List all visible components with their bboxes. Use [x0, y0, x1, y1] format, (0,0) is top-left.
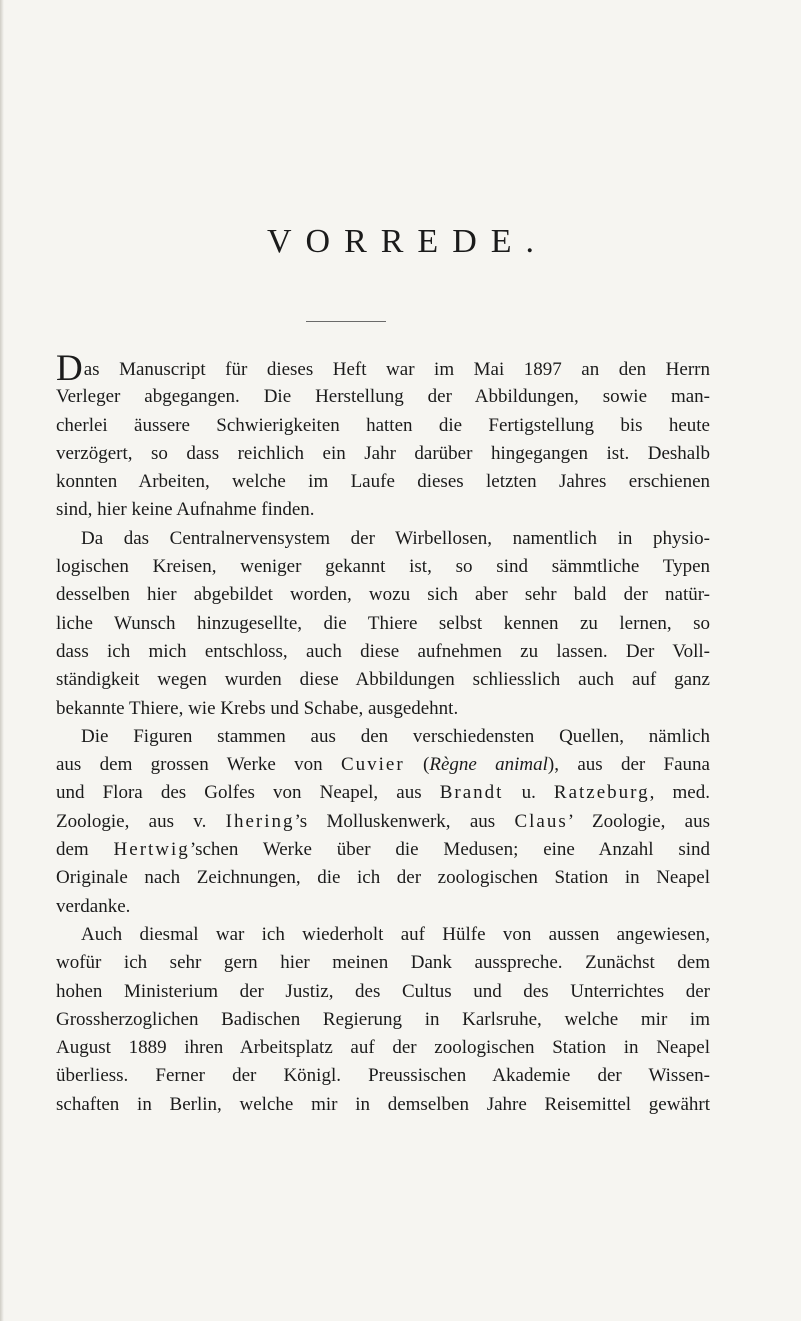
text-line: [56, 864, 710, 892]
line-segment: schaften in Berlin, welche mir in demselben Jahre Reisemittel gewährt: [56, 1093, 710, 1115]
preface-text: [56, 348, 710, 1119]
line-segment: desselben hier abgebildet worden, wozu sich aber sehr bald der natür-: [56, 584, 710, 606]
book-title: Règne animal: [429, 754, 548, 776]
text-line: [56, 581, 710, 609]
line-segment: hohen Ministerium der Justiz, des Cultus und des Unterrichtes der: [56, 980, 710, 1002]
line-segment: dem: [56, 839, 114, 861]
line-segment: aus dem grossen Werke von: [56, 754, 341, 776]
line-segment: ’ Zoologie, aus: [567, 810, 710, 832]
line-segment: ), aus der Fauna: [547, 754, 710, 776]
line-segment: logischen Kreisen, weniger gekannt ist, so sind sämmtliche Typen: [56, 556, 710, 578]
author-name: Claus: [514, 810, 568, 832]
author-name: Hertwig: [113, 839, 190, 861]
text-line: [56, 893, 710, 921]
author-name: Ratzeburg: [553, 782, 650, 804]
line-segment: as Manuscript für dieses Heft war im Mai 1897 an den Herrn: [83, 359, 710, 380]
text-line: [56, 468, 710, 496]
line-segment: ’s Molluskenwerk, aus: [294, 810, 515, 832]
line-segment: verzögert, so dass reichlich ein Jahr darüber hingegangen ist. Deshalb: [56, 442, 710, 464]
line-segment: ständigkeit wegen wurden diese Abbildungen schliesslich auch auf ganz: [56, 669, 710, 691]
text-line: [56, 525, 710, 553]
text-line: [56, 1091, 710, 1119]
text-line: [56, 751, 710, 779]
page-edge: [0, 0, 4, 1321]
author-name: Cuvier: [340, 754, 405, 776]
line-segment: Auch diesmal war ich wiederholt auf Hülfe von aussen angewiesen,: [81, 923, 710, 945]
text-line: [56, 383, 710, 411]
line-segment: ’schen Werke über die Medusen; eine Anzahl sind: [189, 839, 710, 861]
text-line: [56, 348, 710, 389]
text-line: [56, 949, 710, 977]
drop-cap: D: [56, 348, 83, 389]
text-line: [56, 695, 710, 723]
text-line: [56, 638, 710, 666]
line-segment: konnten Arbeiten, welche im Laufe dieses letzten Jahres erschienen: [56, 471, 710, 493]
line-segment: Da das Centralnervensystem der Wirbellosen, namentlich in physio-: [81, 527, 710, 549]
text-line: [56, 412, 710, 440]
line-segment: Grossherzoglichen Badischen Regierung in Karlsruhe, welche mir im: [56, 1008, 710, 1030]
page-heading: VORREDE.: [266, 223, 549, 260]
line-segment: überliess. Ferner der Königl. Preussischen Akademie der Wissen-: [56, 1065, 710, 1087]
line-segment: sind, hier keine Aufnahme finden.: [56, 499, 315, 521]
line-segment: bekannte Thiere, wie Krebs und Schabe, ausgedehnt.: [56, 697, 459, 719]
text-line: [56, 553, 710, 581]
text-line: [56, 1006, 710, 1034]
text-line: [56, 666, 710, 694]
line-segment: wofür ich sehr gern hier meinen Dank ausspreche. Zunächst dem: [56, 952, 710, 974]
text-line: [56, 808, 710, 836]
text-line: [56, 836, 710, 864]
line-segment: u.: [503, 782, 554, 804]
text-line: [56, 723, 710, 751]
text-line: [56, 1062, 710, 1090]
line-segment: cherlei äussere Schwierigkeiten hatten die Fertigstellung bis heute: [56, 414, 710, 436]
line-segment: Die Figuren stammen aus den verschiedensten Quellen, nämlich: [81, 725, 710, 747]
line-segment: und Flora des Golfes von Neapel, aus: [56, 782, 440, 804]
line-segment: dass ich mich entschloss, auch diese aufnehmen zu lassen. Der Voll-: [56, 640, 710, 662]
line-segment: liche Wunsch hinzugesellte, die Thiere selbst kennen zu lernen, so: [56, 612, 710, 634]
text-line: [56, 440, 710, 468]
text-line: [56, 921, 710, 949]
heading-rule: [306, 321, 386, 322]
line-segment: (: [404, 754, 430, 776]
line-segment: , med.: [649, 782, 710, 804]
text-line: [56, 496, 710, 524]
text-line: [56, 610, 710, 638]
author-name: Ihering: [225, 810, 295, 832]
author-name: Brandt: [439, 782, 504, 804]
line-segment: Zoologie, aus v.: [56, 810, 226, 832]
line-segment: Verleger abgegangen. Die Herstellung der Abbildungen, sowie man-: [56, 386, 710, 408]
text-line: [56, 1034, 710, 1062]
line-segment: verdanke.: [56, 895, 131, 917]
text-line: [56, 779, 710, 807]
line-segment: August 1889 ihren Arbeitsplatz auf der zoologischen Station in Neapel: [56, 1037, 710, 1059]
line-segment: Originale nach Zeichnungen, die ich der zoologischen Station in Neapel: [56, 867, 710, 889]
text-line: [56, 978, 710, 1006]
